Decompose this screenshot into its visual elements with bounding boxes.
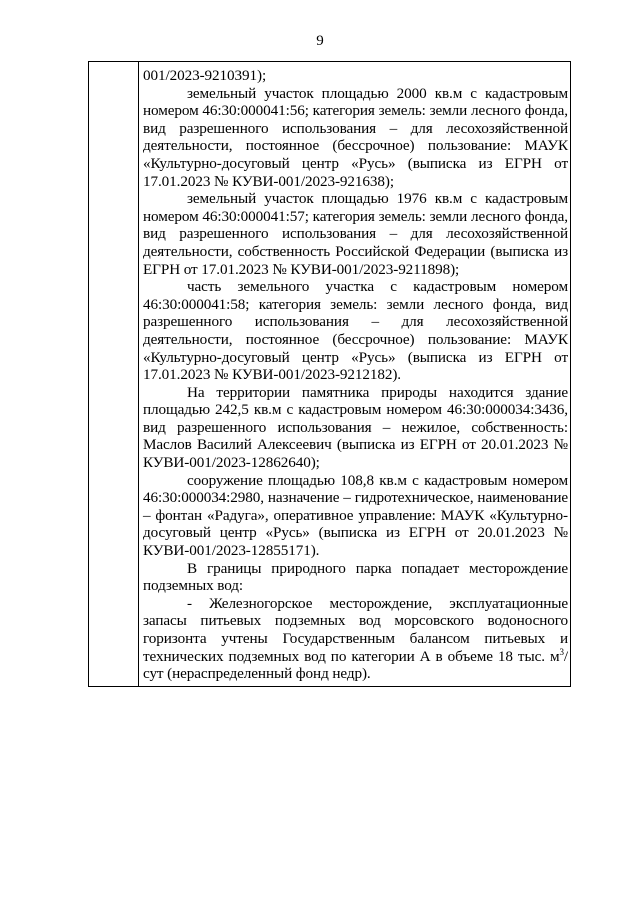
paragraph-land-plot-56: земельный участок площадью 2000 кв.м с кадастровым номером 46:30:000041:56; категория земель: земли лесного фонда, вид разрешенного использования – для лесохозяйственной деятельности, постоянное (бессрочное) пользование: МАУК «Культурно-досуговый центр «Русь» (выписка из ЕГРН от 17.01.2023 № КУВИ-001/2023-921638); [143,84,568,190]
page-number: 9 [316,33,324,49]
paragraph-groundwater-intro: В границы природного парка попадает месторождение подземных вод: [143,559,568,595]
paragraph-groundwater-deposit [143,595,568,683]
unit-superscript: 3 [559,646,564,657]
unit-rest: /сут (нераспределенный фонд недр). [143,647,568,683]
table-left-column [89,62,139,686]
paragraph-land-plot-57: земельный участок площадью 1976 кв.м с кадастровым номером 46:30:000041:57; категория земель: земли лесного фонда, вид разрешенного использования – для лесохозяйственной деятельности, собственность Российской Федерации (выписка из ЕГРН от 17.01.2023 № КУВИ-001/2023-9211898); [143,190,568,278]
paragraph-building: На территории памятника природы находится здание площадью 242,5 кв.м с кадастровым номером 46:30:000034:3436, вид разрешенного использования – нежилое, собственность: Маслов Василий Алексеевич (выписка из ЕГРН от 20.01.2023 № КУВИ-001/2023-12862640); [143,383,568,472]
document-table [88,61,571,687]
deposit-text: - Железногорское месторождение, эксплуатационные запасы питьевых подземных вод морсовского водоносного горизонта учтены Государственным балансом питьевых и технических подземных вод по категории А в объеме 18 тыс. [143,594,568,665]
paragraph-fountain: сооружение площадью 108,8 кв.м с кадастровым номером 46:30:000034:2980, назначение – гидротехническое, наименование – фонтан «Радуга», оперативное управление: МАУК «Культурно-досуговый центр «Русь» (выписка из ЕГРН от 20.01.2023 № КУВИ-001/2023-12855171). [143,471,568,560]
paragraph-land-plot-58: часть земельного участка с кадастровым номером 46:30:000041:58; категория земель: земли лесного фонда, вид разрешенного использования – для лесохозяйственной деятельности, постоянное (бессрочное) пользование: МАУК «Культурно-досуговый центр «Русь» (выписка из ЕГРН от 17.01.2023 № КУВИ-001/2023-9212182). [143,278,568,384]
unit-base: м [549,647,560,665]
table-content-cell [139,62,570,686]
paragraph-continuation: 001/2023-9210391); [143,67,267,84]
